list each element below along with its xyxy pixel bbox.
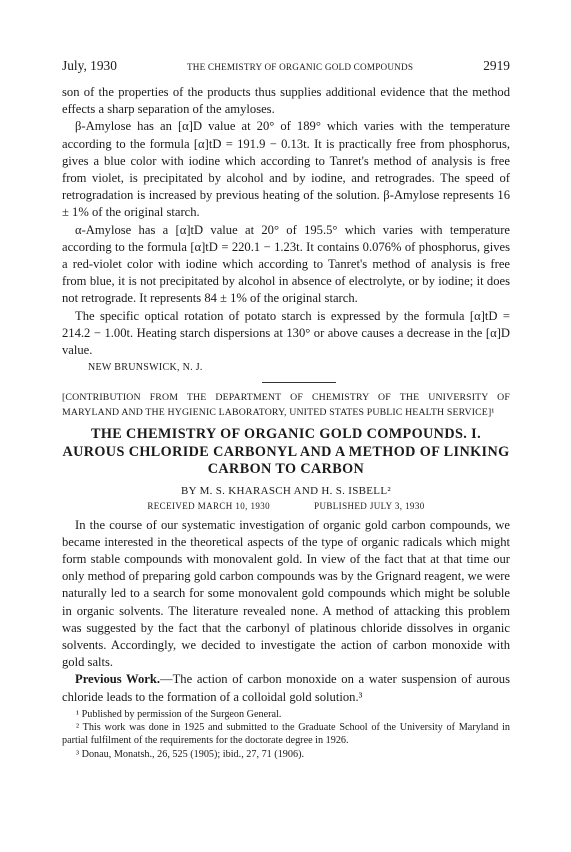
- running-header: [62, 58, 510, 74]
- section-heading-previous-work: Previous Work.: [75, 672, 160, 687]
- published-date: PUBLISHED JULY 3, 1930: [314, 500, 425, 511]
- author-line: BY M. S. KHARASCH AND H. S. ISBELL²: [181, 484, 391, 497]
- paragraph-introduction: In the course of our systematic investigation of organic gold carbon compounds, we became interested in the theoretical aspects of the type of organic radicals which might form stable compounds with monovalent gold. In view of the fact that at that time our only method of preparing gold carbon compounds was by the Grignard reagent, we were naturally led to a search for some monovalent gold compounds which might be soluble in organic solvents. The literature revealed none. A method of attacking this problem was suggested by the fact that the carbonyl of platinous chloride dissolves in organic solvents. Accordingly, we decided to investigate the action of carbon monoxide with gold salts.: [62, 517, 510, 670]
- footnote-2: ² This work was done in 1925 and submitted to the Graduate School of the University of Maryland in partial fulfilment of the requirements for the doctorate degree in 1926.: [62, 722, 510, 747]
- received-date: RECEIVED MARCH 10, 1930: [147, 500, 271, 511]
- date-line: [62, 499, 510, 514]
- journal-page: [62, 58, 510, 761]
- paragraph-alpha-amylose: α-Amylose has a [α]tD value at 20° of 195.5° which varies with temperature according to the formula [α]tD = 220.1 − 1.23t. It contains 0.076% of phosphorus, gives a red-violet color with iodine which according to Tanret's method of analysis is free from blue, it is not precipitated by alcohol in absence of electrolyte, or by iodine; it does not retrograde. It represents 84 ± 1% of the original starch.: [62, 222, 510, 306]
- paragraph-previous-work: [62, 671, 510, 705]
- footnotes: [62, 708, 510, 761]
- article-title: THE CHEMISTRY OF ORGANIC GOLD COMPOUNDS. I. AUROUS CHLORIDE CARBONYL AND A METHOD OF LINKING CARBON TO CARBON: [62, 426, 510, 478]
- paragraph-beta-amylose: β-Amylose has an [α]D value at 20° of 189° which varies with the temperature according to the formula [α]tD = 191.9 − 0.13t. It is practically free from phosphorus, gives a blue color with iodine which according to Tanret's method of analysis is free from violet, is precipitated by alcohol and by iodine, and retrogrades. The speed of retrogradation is increased by previous heating of the solution. β-Amylose represents 16 ± 1% of the original starch.: [62, 119, 510, 220]
- paragraph-continuation: son of the properties of the products thus supplies additional evidence that the method effects a sharp separation of the amyloses.: [62, 85, 510, 117]
- contribution-note: [CONTRIBUTION FROM THE DEPARTMENT OF CHEMISTRY OF THE UNIVERSITY OF MARYLAND AND THE HYGIENIC LABORATORY, UNITED STATES PUBLIC HEALTH SERVICE]¹: [62, 392, 510, 418]
- page-number: 2919: [483, 58, 510, 73]
- issue-date: July, 1930: [62, 58, 117, 73]
- footnote-1: ¹ Published by permission of the Surgeon General.: [76, 708, 282, 720]
- place-line: NEW BRUNSWICK, N. J.: [88, 362, 203, 374]
- section-divider: [262, 382, 336, 383]
- previous-work-text: —The action of carbon monoxide on a water suspension of aurous chloride leads to the formation of a colloidal gold solution.³: [62, 672, 510, 704]
- paragraph-potato-starch: The specific optical rotation of potato starch is expressed by the formula [α]tD = 214.2 − 1.00t. Heating starch dispersions at 130° or above causes a decrease in the [α]D value.: [62, 308, 510, 358]
- footnote-3: ³ Donau, Monatsh., 26, 525 (1905); ibid., 27, 71 (1906).: [76, 748, 305, 760]
- running-title: THE CHEMISTRY OF ORGANIC GOLD COMPOUNDS: [186, 62, 414, 72]
